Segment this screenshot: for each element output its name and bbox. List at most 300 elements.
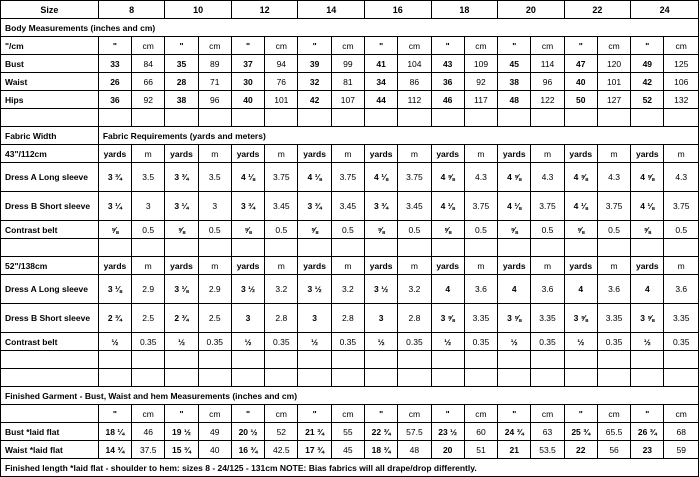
value-cell: 0.35 (331, 333, 364, 351)
unit-cm: cm (597, 37, 630, 55)
value-cell: 0.35 (464, 333, 497, 351)
value-cell: 3.6 (597, 275, 630, 304)
value-cell: 46 (132, 423, 165, 441)
value-cell: 0.5 (331, 221, 364, 239)
value-cell: 2.8 (398, 304, 431, 333)
value-cell: 48 (398, 441, 431, 459)
value-cell: 44 (365, 91, 398, 109)
value-cell: 3 ¾ (365, 192, 398, 221)
unit-m: m (265, 257, 298, 275)
unit-yards: yards (498, 145, 531, 163)
value-cell: ½ (165, 333, 198, 351)
unit-m: m (331, 257, 364, 275)
value-cell: 0.5 (265, 221, 298, 239)
unit-inch: " (431, 37, 464, 55)
unit-cm: cm (398, 37, 431, 55)
unit-m: m (664, 257, 699, 275)
value-cell: 132 (664, 91, 699, 109)
unit-yards: yards (231, 145, 264, 163)
empty-cell (331, 351, 364, 369)
unit-yards: yards (298, 257, 331, 275)
value-cell: 51 (464, 441, 497, 459)
value-cell: 4.3 (597, 163, 630, 192)
value-cell: 0.35 (531, 333, 564, 351)
value-cell: 96 (198, 91, 231, 109)
empty-cell (165, 239, 198, 257)
value-cell: ⅝ (98, 221, 131, 239)
unit-yards: yards (498, 257, 531, 275)
fabric-row (1, 275, 699, 304)
value-cell: 92 (464, 73, 497, 91)
unit-cm: cm (198, 37, 231, 55)
row-label: Contrast belt (1, 221, 99, 239)
value-cell: 30 (231, 73, 264, 91)
value-cell: 43 (431, 55, 464, 73)
note-row (1, 459, 699, 477)
empty-cell (431, 239, 464, 257)
value-cell: ½ (564, 333, 597, 351)
value-cell: 3 ⅝ (498, 304, 531, 333)
empty-cell (664, 239, 699, 257)
value-cell: 56 (597, 441, 630, 459)
spacer-row (1, 351, 699, 369)
value-cell: 4 (631, 275, 664, 304)
unit-yards: yards (365, 145, 398, 163)
empty-cell (365, 351, 398, 369)
value-cell: 3.6 (531, 275, 564, 304)
value-cell: 4 ⅝ (631, 163, 664, 192)
value-cell: 3 (298, 304, 331, 333)
value-cell: 2.9 (132, 275, 165, 304)
fabric-row (1, 221, 699, 239)
unit-cm: cm (265, 37, 298, 55)
fabric-row (1, 192, 699, 221)
size-22: 22 (564, 1, 631, 19)
value-cell: 42 (631, 73, 664, 91)
value-cell: 3.75 (398, 163, 431, 192)
value-cell: 0.5 (597, 221, 630, 239)
value-cell: 3 (132, 192, 165, 221)
value-cell: 32 (298, 73, 331, 91)
value-cell: 2.5 (198, 304, 231, 333)
value-cell: 3.35 (664, 304, 699, 333)
section-title-row (1, 19, 699, 37)
value-cell: 50 (564, 91, 597, 109)
row-label: Dress B Short sleeve (1, 192, 99, 221)
value-cell: 68 (664, 423, 699, 441)
value-cell: 45 (498, 55, 531, 73)
empty-cell (498, 369, 531, 387)
empty-cell (298, 351, 331, 369)
value-cell: 45 (331, 441, 364, 459)
value-cell: 3.35 (597, 304, 630, 333)
value-cell: 36 (431, 73, 464, 91)
finished-length-note: Finished length *laid flat - shoulder to hem: sizes 8 - 24/125 - 131cm NOTE: Bias fabrics will all drape/drop differently. (1, 459, 699, 477)
value-cell: 3 ½ (231, 275, 264, 304)
value-cell: 14 ¾ (98, 441, 131, 459)
empty-cell (398, 369, 431, 387)
value-cell: ⅝ (498, 221, 531, 239)
value-cell: 3.5 (132, 163, 165, 192)
empty-cell (464, 239, 497, 257)
unit-m: m (464, 257, 497, 275)
unit-cm: cm (331, 37, 364, 55)
value-cell: 55 (331, 423, 364, 441)
row-label: Bust (1, 55, 99, 73)
value-cell: 4 (498, 275, 531, 304)
empty-cell (98, 351, 131, 369)
unit-m: m (398, 257, 431, 275)
size-16: 16 (365, 1, 432, 19)
row-label: Waist *laid flat (1, 441, 99, 459)
unit-inch: " (498, 37, 531, 55)
value-cell: 3 (198, 192, 231, 221)
value-cell: 101 (265, 91, 298, 109)
empty-cell (664, 351, 699, 369)
size-12: 12 (231, 1, 298, 19)
empty-cell (498, 351, 531, 369)
empty-cell (498, 109, 531, 127)
value-cell: 24 ¾ (498, 423, 531, 441)
unit-inch: " (498, 405, 531, 423)
empty-cell (531, 109, 564, 127)
value-cell: 2.9 (198, 275, 231, 304)
empty-cell (597, 351, 630, 369)
unit-yards: yards (631, 145, 664, 163)
value-cell: 38 (498, 73, 531, 91)
empty-cell (631, 351, 664, 369)
unit-inch: " (564, 37, 597, 55)
spacer-row (1, 369, 699, 387)
value-cell: 20 ½ (231, 423, 264, 441)
unit-inch: " (631, 405, 664, 423)
unit-cm: cm (398, 405, 431, 423)
value-cell: ½ (365, 333, 398, 351)
value-cell: 4.3 (664, 163, 699, 192)
empty-cell (464, 351, 497, 369)
empty-cell (231, 239, 264, 257)
value-cell: ⅝ (431, 221, 464, 239)
row-label: Waist (1, 73, 99, 91)
value-cell: 17 ¾ (298, 441, 331, 459)
empty-cell (631, 369, 664, 387)
unit-inch: " (98, 37, 131, 55)
finished-title-row (1, 387, 699, 405)
value-cell: 3 ¼ (98, 192, 131, 221)
value-cell: 3 ¼ (165, 192, 198, 221)
value-cell: 25 ¾ (564, 423, 597, 441)
value-cell: 2 ¾ (98, 304, 131, 333)
value-cell: 38 (165, 91, 198, 109)
empty-cell (464, 109, 497, 127)
empty-cell (265, 369, 298, 387)
empty-cell (198, 369, 231, 387)
value-cell: 3.45 (265, 192, 298, 221)
value-cell: 49 (631, 55, 664, 73)
empty-cell (1, 109, 99, 127)
value-cell: 33 (98, 55, 131, 73)
value-cell: ½ (498, 333, 531, 351)
unit-inch: " (298, 405, 331, 423)
unit-inch: " (298, 37, 331, 55)
value-cell: 114 (531, 55, 564, 73)
value-cell: 3.75 (664, 192, 699, 221)
value-cell: 76 (265, 73, 298, 91)
value-cell: 109 (464, 55, 497, 73)
size-8: 8 (98, 1, 165, 19)
unit-m: m (198, 145, 231, 163)
unit-inch: " (631, 37, 664, 55)
empty-cell (98, 239, 131, 257)
empty-cell (98, 109, 131, 127)
value-cell: 23 ½ (431, 423, 464, 441)
empty-cell (165, 351, 198, 369)
value-cell: ½ (431, 333, 464, 351)
value-cell: 3 ¾ (165, 163, 198, 192)
value-cell: 4.3 (531, 163, 564, 192)
value-cell: 34 (365, 73, 398, 91)
value-cell: 3 ½ (365, 275, 398, 304)
value-cell: 3 (231, 304, 264, 333)
unit-inch: " (564, 405, 597, 423)
empty-cell (531, 369, 564, 387)
value-cell: 2.8 (331, 304, 364, 333)
value-cell: 0.35 (198, 333, 231, 351)
unit-m: m (597, 145, 630, 163)
unit-m: m (331, 145, 364, 163)
row-label: Dress A Long sleeve (1, 275, 99, 304)
value-cell: ⅝ (365, 221, 398, 239)
value-cell: ⅝ (231, 221, 264, 239)
value-cell: 4 ⅛ (298, 163, 331, 192)
empty-cell (597, 369, 630, 387)
value-cell: 59 (664, 441, 699, 459)
value-cell: 57.5 (398, 423, 431, 441)
value-cell: 41 (365, 55, 398, 73)
value-cell: ⅝ (564, 221, 597, 239)
unit-yards: yards (165, 145, 198, 163)
value-cell: 23 (631, 441, 664, 459)
value-cell: 3 ⅝ (431, 304, 464, 333)
value-cell: 49 (198, 423, 231, 441)
unit-row (1, 405, 699, 423)
size-10: 10 (165, 1, 232, 19)
value-cell: 125 (664, 55, 699, 73)
value-cell: 107 (331, 91, 364, 109)
finished-row (1, 423, 699, 441)
value-cell: 3 ⅛ (165, 275, 198, 304)
size-label: Size (1, 1, 99, 19)
empty-cell (664, 109, 699, 127)
value-cell: 22 ¾ (365, 423, 398, 441)
empty-cell (365, 239, 398, 257)
unit-m: m (531, 145, 564, 163)
empty-cell (231, 109, 264, 127)
empty-cell (132, 109, 165, 127)
empty-cell (298, 369, 331, 387)
empty-cell (298, 239, 331, 257)
value-cell: 3.2 (398, 275, 431, 304)
value-cell: 2.8 (265, 304, 298, 333)
unit-m: m (597, 257, 630, 275)
value-cell: 15 ¾ (165, 441, 198, 459)
value-cell: 39 (298, 55, 331, 73)
value-cell: 120 (597, 55, 630, 73)
value-cell: 3.75 (464, 192, 497, 221)
unit-yards: yards (365, 257, 398, 275)
fabric-width-row (1, 145, 699, 163)
value-cell: 0.35 (398, 333, 431, 351)
value-cell: 122 (531, 91, 564, 109)
empty-cell (132, 351, 165, 369)
value-cell: 3 (365, 304, 398, 333)
value-cell: 0.35 (265, 333, 298, 351)
empty-cell (631, 109, 664, 127)
value-cell: 19 ½ (165, 423, 198, 441)
unit-yards: yards (631, 257, 664, 275)
unit-inch: " (231, 405, 264, 423)
value-cell: 0.5 (664, 221, 699, 239)
unit-cm: cm (664, 37, 699, 55)
empty-cell (597, 109, 630, 127)
unit-m: m (398, 145, 431, 163)
finished-row (1, 441, 699, 459)
empty-cell (265, 109, 298, 127)
unit-yards: yards (564, 257, 597, 275)
fabric-title-row (1, 127, 699, 145)
unit-inch: " (365, 37, 398, 55)
empty-cell (631, 239, 664, 257)
value-cell: 0.5 (398, 221, 431, 239)
body-row (1, 73, 699, 91)
empty-cell (298, 109, 331, 127)
unit-m: m (198, 257, 231, 275)
value-cell: ½ (231, 333, 264, 351)
empty-cell (1, 239, 99, 257)
empty-cell (265, 239, 298, 257)
value-cell: 127 (597, 91, 630, 109)
empty-cell (331, 239, 364, 257)
empty-cell (531, 351, 564, 369)
fabric-width-label: Fabric Width (1, 127, 99, 145)
value-cell: 71 (198, 73, 231, 91)
value-cell: 112 (398, 91, 431, 109)
value-cell: 4 ⅝ (431, 163, 464, 192)
value-cell: 3.75 (597, 192, 630, 221)
value-cell: 4 ⅛ (564, 192, 597, 221)
empty-cell (664, 369, 699, 387)
value-cell: 65.5 (597, 423, 630, 441)
value-cell: 84 (132, 55, 165, 73)
value-cell: 20 (431, 441, 464, 459)
unit-yards: yards (231, 257, 264, 275)
value-cell: 0.5 (198, 221, 231, 239)
empty-cell (564, 109, 597, 127)
value-cell: 4 ⅛ (498, 192, 531, 221)
value-cell: 3.45 (398, 192, 431, 221)
value-cell: 99 (331, 55, 364, 73)
empty-cell (132, 369, 165, 387)
value-cell: 4 ⅛ (365, 163, 398, 192)
value-cell: ½ (631, 333, 664, 351)
value-cell: 0.35 (664, 333, 699, 351)
value-cell: 4 ⅝ (564, 163, 597, 192)
fabric-width-value: 52"/138cm (1, 257, 99, 275)
size-20: 20 (498, 1, 565, 19)
unit-inch: " (365, 405, 398, 423)
row-label: Contrast belt (1, 333, 99, 351)
empty-cell (564, 239, 597, 257)
empty-cell (531, 239, 564, 257)
value-cell: 35 (165, 55, 198, 73)
value-cell: 0.35 (597, 333, 630, 351)
value-cell: 53.5 (531, 441, 564, 459)
unit-m: m (132, 145, 165, 163)
value-cell: 42 (298, 91, 331, 109)
value-cell: 26 (98, 73, 131, 91)
value-cell: 21 (498, 441, 531, 459)
value-cell: 3.35 (531, 304, 564, 333)
unit-cm: cm (531, 405, 564, 423)
unit-yards: yards (431, 145, 464, 163)
value-cell: 3 ⅝ (564, 304, 597, 333)
unit-cm: cm (664, 405, 699, 423)
empty-cell (231, 351, 264, 369)
value-cell: 2 ¾ (165, 304, 198, 333)
empty-cell (498, 239, 531, 257)
empty-cell (198, 239, 231, 257)
unit-inch: " (231, 37, 264, 55)
unit-m: m (531, 257, 564, 275)
value-cell: 18 ¾ (365, 441, 398, 459)
value-cell: ½ (98, 333, 131, 351)
unit-inch: " (165, 405, 198, 423)
value-cell: 3 ¾ (231, 192, 264, 221)
empty-cell (98, 369, 131, 387)
empty-cell (398, 109, 431, 127)
value-cell: 104 (398, 55, 431, 73)
empty-cell (331, 369, 364, 387)
empty-cell (231, 369, 264, 387)
size-18: 18 (431, 1, 498, 19)
unit-cm: cm (464, 37, 497, 55)
unit-cm: cm (597, 405, 630, 423)
value-cell: 0.5 (132, 221, 165, 239)
value-cell: 3.6 (664, 275, 699, 304)
value-cell: 36 (98, 91, 131, 109)
value-cell: 4.3 (464, 163, 497, 192)
value-cell: 40 (231, 91, 264, 109)
value-cell: 3.75 (531, 192, 564, 221)
unit-cm: cm (265, 405, 298, 423)
value-cell: 3.6 (464, 275, 497, 304)
value-cell: 2.5 (132, 304, 165, 333)
value-cell: 18 ¼ (98, 423, 131, 441)
value-cell: 40 (198, 441, 231, 459)
value-cell: 3 ¾ (298, 192, 331, 221)
unit-cm: cm (331, 405, 364, 423)
value-cell: 3.45 (331, 192, 364, 221)
empty-cell (365, 369, 398, 387)
empty-cell (1, 369, 99, 387)
value-cell: 52 (265, 423, 298, 441)
fabric-row (1, 333, 699, 351)
fabric-width-value: 43"/112cm (1, 145, 99, 163)
unit-m: m (464, 145, 497, 163)
value-cell: 89 (198, 55, 231, 73)
unit-cm: cm (132, 405, 165, 423)
unit-inch: " (431, 405, 464, 423)
